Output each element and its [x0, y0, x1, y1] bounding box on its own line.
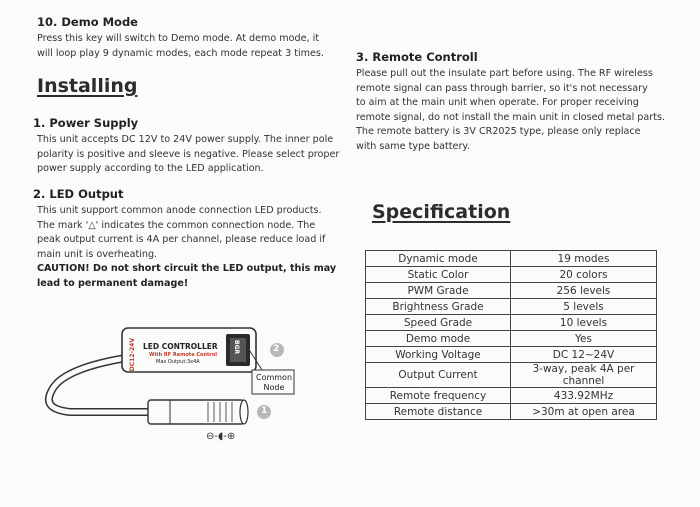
spec-value: 3-way, peak 4A per channel: [511, 363, 657, 388]
power-supply-title: 1. Power Supply: [33, 116, 139, 130]
controller-diagram: [30, 320, 310, 450]
text-line: Press this key will switch to Demo mode. At demo mode, it: [37, 33, 320, 44]
text-line: polarity is positive and sleeve is negative. Please select proper: [37, 148, 340, 160]
text-line: lead to permanent damage!: [37, 277, 189, 289]
spec-parameter: Remote distance: [366, 404, 511, 420]
spec-parameter: Demo mode: [366, 331, 511, 347]
spec-row: [366, 404, 657, 420]
text-line: remote signal, do not install the main unit in closed metal parts.: [356, 111, 666, 123]
demo-mode-title: 10. Demo Mode: [37, 15, 138, 29]
spec-value: Yes: [511, 331, 657, 347]
specification-table: [365, 250, 657, 420]
marker-two-label: 2: [273, 344, 280, 354]
spec-parameter: Output Current: [366, 363, 511, 388]
spec-value: >30m at open area: [511, 404, 657, 420]
spec-row: [366, 283, 657, 299]
marker-one-label: 1: [261, 406, 268, 416]
led-output-title: 2. LED Output: [33, 187, 124, 201]
spec-value: 5 levels: [511, 299, 657, 315]
polarity-symbol: ⊖-◖-⊕: [206, 431, 236, 442]
text-line: The remote battery is 3V CR2025 type, please only replace: [356, 126, 641, 137]
spec-row: [366, 388, 657, 404]
text-line: with same type battery.: [356, 140, 470, 152]
spec-row: [366, 347, 657, 363]
text-line: Please pull out the insulate part before using. The RF wireless: [356, 68, 653, 79]
spec-value: 256 levels: [511, 283, 657, 299]
spec-row: [366, 251, 657, 267]
spec-row: [366, 331, 657, 347]
power-supply-text: [37, 133, 339, 177]
remote-control-title: 3. Remote Controll: [356, 50, 478, 64]
spec-parameter: Speed Grade: [366, 315, 511, 331]
spec-parameter: Brightness Grade: [366, 299, 511, 315]
text-line: CAUTION! Do not short circuit the LED output, this may: [37, 263, 337, 274]
text-line: to aim at the main unit when operate. For proper receiving: [356, 97, 639, 108]
specification-heading: Specification: [372, 201, 511, 223]
specification-table-wrapper: [365, 250, 657, 420]
spec-value: 20 colors: [511, 267, 657, 283]
controller-label-sub2: Max Output:3x4A: [156, 359, 200, 365]
text-line: This unit support common anode connection LED products.: [37, 205, 322, 216]
demo-mode-text: [37, 32, 324, 61]
dc-plug: [148, 400, 248, 424]
text-line: This unit accepts DC 12V to 24V power supply. The inner pole: [37, 134, 334, 145]
spec-parameter: Working Voltage: [366, 347, 511, 363]
spec-value: 10 levels: [511, 315, 657, 331]
input-voltage-label: DC12-24V: [129, 338, 136, 372]
remote-control-text: [356, 67, 665, 154]
callout-line: Common: [255, 373, 293, 382]
text-line: main unit is overheating.: [37, 248, 158, 260]
led-output-text: [37, 204, 336, 291]
spec-parameter: PWM Grade: [366, 283, 511, 299]
text-line: will loop play 9 dynamic modes, each mode repeat 3 times.: [37, 47, 324, 59]
controller-label-sub1: With RF Remote Control: [149, 352, 218, 358]
caution-text: [37, 262, 336, 291]
callout-line: Node: [263, 383, 285, 392]
spec-parameter: Dynamic mode: [366, 251, 511, 267]
spec-row: [366, 363, 657, 388]
spec-value: 433.92MHz: [511, 388, 657, 404]
text-line: The mark '△' indicates the common connection node. The: [37, 219, 316, 231]
text-line: peak output current is 4A per channel, please reduce load if: [37, 234, 326, 245]
output-channel-label: BGR: [233, 340, 240, 355]
common-node-label: [253, 373, 295, 393]
spec-parameter: Static Color: [366, 267, 511, 283]
text-line: power supply according to the LED application.: [37, 163, 264, 174]
spec-row: [366, 299, 657, 315]
spec-value: DC 12~24V: [511, 347, 657, 363]
installing-heading: Installing: [37, 75, 138, 97]
text-line: remote signal can pass through barrier, so it's not necessary: [356, 82, 648, 94]
controller-label-title: LED CONTROLLER: [143, 342, 218, 351]
spec-row: [366, 267, 657, 283]
spec-parameter: Remote frequency: [366, 388, 511, 404]
spec-row: [366, 315, 657, 331]
spec-value: 19 modes: [511, 251, 657, 267]
